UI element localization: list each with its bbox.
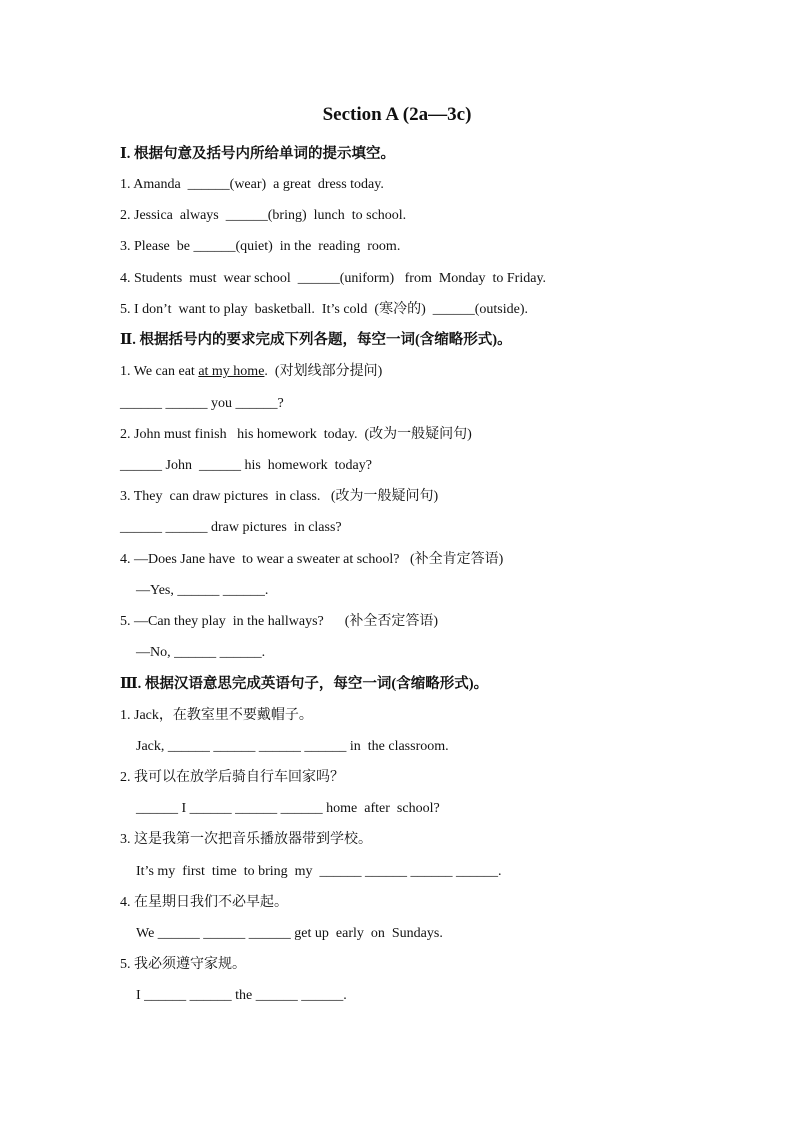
part2-answer-4: —Yes, ______ ______. [136, 583, 269, 598]
part3-heading: Ⅲ. 根据汉语意思完成英语句子，每空一词(含缩略形式)。 [120, 676, 489, 692]
part2-question-2: 2. John must finish his homework today. (改为一般疑问句) [120, 427, 472, 442]
part3-chinese-5: 5. 我必须遵守家规。 [120, 957, 246, 972]
part2-question-4: 4. —Does Jane have to wear a sweater at school? (补全肯定答语) [120, 552, 504, 567]
part1-item-1: 1. Amanda ______(wear) a great dress today. [120, 177, 384, 192]
part3-english-4: We ______ ______ ______ get up early on Sundays. [136, 926, 443, 941]
part1-item-4: 4. Students must wear school ______(uniform) from Monday to Friday. [120, 271, 547, 286]
part1-item-2: 2. Jessica always ______(bring) lunch to school. [120, 208, 407, 223]
part2-answer-5: —No, ______ ______. [136, 645, 266, 660]
part3-chinese-3: 3. 这是我第一次把音乐播放器带到学校。 [120, 832, 372, 847]
part2-heading: Ⅱ. 根据括号内的要求完成下列各题，每空一词(含缩略形式)。 [120, 332, 512, 348]
part2-q1-prefix: 1. We can eat [120, 364, 199, 379]
part2-question-1 [120, 362, 382, 382]
part2-q1-underlined: at my home [198, 364, 265, 379]
part3-chinese-2: 2. 我可以在放学后骑自行车回家吗？ [120, 770, 344, 785]
part2-question-5: 5. —Can they play in the hallways? (补全否定答语) [120, 614, 439, 629]
part2-q1-suffix: . (对划线部分提问) [264, 364, 383, 379]
part2-question-3: 3. They can draw pictures in class. (改为一般疑问句) [120, 489, 439, 504]
part2-answer-1: ______ ______ you ______? [120, 396, 284, 411]
part1-item-5: 5. I don’t want to play basketball. It’s cold (寒冷的) ______(outside). [120, 302, 529, 317]
page-title: Section A (2a—3c) [322, 104, 472, 125]
part3-english-3: It’s my first time to bring my ______ ______ ______ ______. [136, 864, 502, 879]
part3-english-1: Jack, ______ ______ ______ ______ in the classroom. [136, 739, 449, 754]
part2-answer-2: ______ John ______ his homework today? [120, 458, 372, 473]
part3-chinese-4: 4. 在星期日我们不必早起。 [120, 895, 288, 910]
part2-answer-3: ______ ______ draw pictures in class? [120, 520, 342, 535]
part1-item-3: 3. Please be ______(quiet) in the reading room. [120, 239, 401, 254]
part3-english-5: I ______ ______ the ______ ______. [136, 988, 347, 1003]
part3-english-2: ______ I ______ ______ ______ home after school? [136, 801, 440, 816]
part1-heading: Ⅰ. 根据句意及括号内所给单词的提示填空。 [120, 146, 396, 162]
part3-chinese-1: 1. Jack，在教室里不要戴帽子。 [120, 708, 313, 723]
